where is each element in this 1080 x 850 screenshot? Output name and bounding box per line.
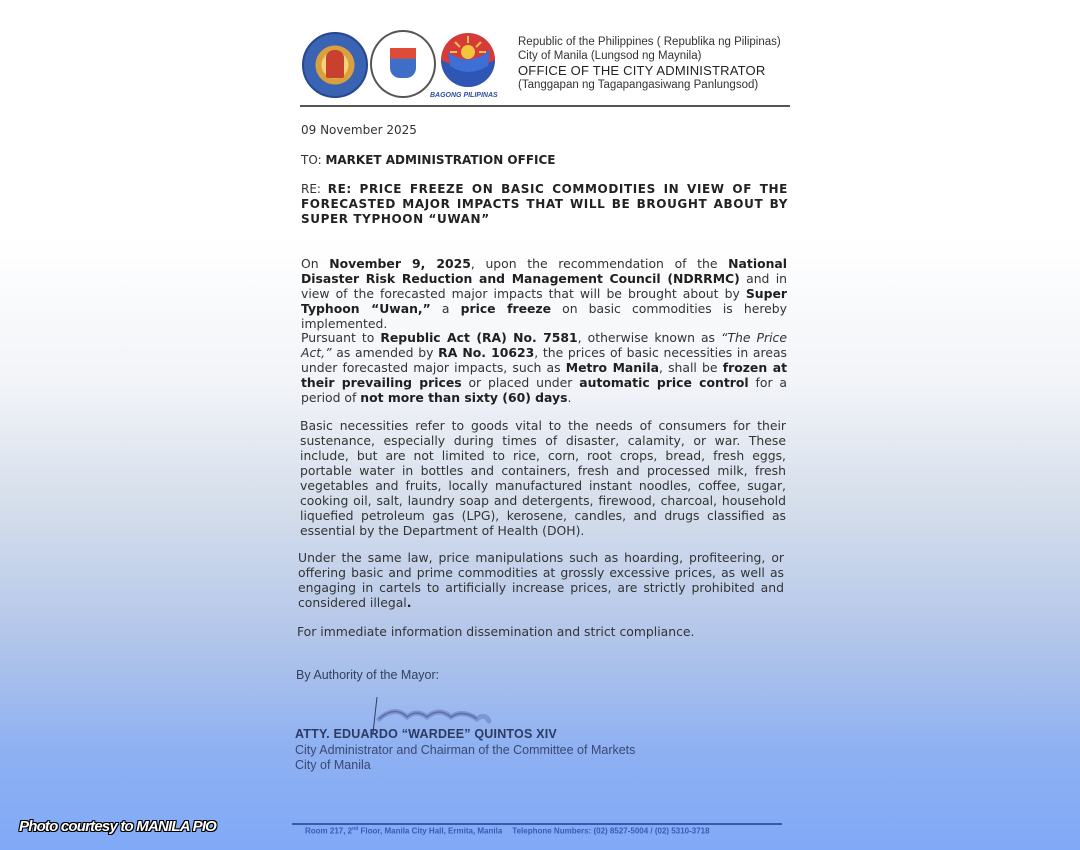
photo-credit: Photo courtesy to MANILA PIO xyxy=(19,818,217,835)
p2-bold-price-control: automatic price control xyxy=(579,375,749,390)
footer-address: Floor, Manila City Hall, Ermita, Manila xyxy=(358,826,503,836)
p2-text: as amended by xyxy=(331,345,439,360)
letterhead-city: City of Manila (Lungsod ng Maynila) xyxy=(518,50,702,62)
memo-re-value: RE: PRICE FREEZE ON BASIC COMMODITIES IN VIEW OF THE FORECASTED MAJOR IMPACTS THAT WILL BE BROUGHT ABOUT BY SUPER TYPHOON “UWAN” xyxy=(301,182,788,226)
p2-text: , shall be xyxy=(658,360,723,375)
p1-bold-date: November 9, 2025 xyxy=(329,256,471,271)
p1-text: and in view of the forecasted major impacts that will be brought about by xyxy=(301,271,788,301)
p1-text: , upon the recommendation of the xyxy=(470,256,729,271)
authority-line: By Authority of the Mayor: xyxy=(296,668,440,682)
signatory-name: ATTY. EDUARDO “WARDEE” QUINTOS XIV xyxy=(295,727,557,741)
letterhead-office-tagalog: (Tanggapan ng Tagapangasiwang Panlungsod) xyxy=(518,79,759,91)
footer-address: Room 217, 2 xyxy=(305,826,353,836)
p1-bold-price-freeze: price freeze xyxy=(460,301,551,316)
p1-text: On xyxy=(301,256,330,271)
p2-text: for a period of xyxy=(301,375,787,405)
p2-text: . xyxy=(567,390,572,405)
p1-text: on basic commodities is hereby implemented. xyxy=(301,301,787,331)
footer-phones: Telephone Numbers: (02) 8527-5004 / (02) 5310-3718 xyxy=(512,826,710,836)
p1-text: a xyxy=(430,301,461,316)
p1-bold-ndrrmc: National Disaster Risk Reduction and Management Council (NDRRMC) xyxy=(301,256,788,286)
p2-bold-frozen: frozen at their prevailing prices xyxy=(301,360,787,390)
paragraph-3: Basic necessities refer to goods vital to the needs of consumers for their sustenance, especially during times of disaster, calamity, or war. These include, but are not limited to rice, corn, root crops, bread, fresh eggs, portable water in bottles and containers, fresh and processed milk, fresh vegetables and fruits, locally manufactured instant noodles, coffee, sugar, cooking oil, salt, laundry soap and detergents, firewood, charcoal, household liquefied petroleum gas (LPG), kerosene, candles, and drugs classified as essential by the Department of Health (DOH). xyxy=(300,418,786,538)
memo-to-label: TO: xyxy=(301,153,322,167)
memo-to-value: MARKET ADMINISTRATION OFFICE xyxy=(325,153,556,167)
paragraph-2 xyxy=(301,330,787,405)
letterhead-text xyxy=(518,35,781,92)
p2-text: , the prices of basic necessities in areas under forecasted major impacts, such as xyxy=(301,345,787,375)
p1-bold-typhoon: Super Typhoon “Uwan,” xyxy=(301,286,787,316)
p2-text: or placed under xyxy=(461,375,580,390)
p2-bold-sixty-days: not more than sixty (60) days xyxy=(360,390,568,405)
p4-text: Under the same law, price manipulations such as hoarding, profiteering, or offering basic and prime commodities at grossly excessive prices, as well as engaging in cartels to artificially increase prices, are strictly prohibited and considered illegal xyxy=(298,550,784,610)
footer-contact xyxy=(305,826,710,836)
memo-to xyxy=(301,153,556,167)
p4-period: . xyxy=(406,595,412,610)
p2-text: , otherwise known as xyxy=(577,330,722,345)
p2-bold-ra-7581: Republic Act (RA) No. 7581 xyxy=(380,330,578,345)
header-divider xyxy=(300,105,790,107)
memo-date: 09 November 2025 xyxy=(301,123,417,137)
bagong-pilipinas-logo-icon xyxy=(438,30,498,90)
p2-text: Pursuant to xyxy=(301,330,381,345)
signatory-city: City of Manila xyxy=(295,758,371,772)
memo-re-label: RE: xyxy=(301,182,321,196)
signatory-title: City Administrator and Chairman of the Committee of Markets xyxy=(295,743,636,757)
memo-subject xyxy=(301,182,788,227)
footer-address-sup: nd xyxy=(352,826,359,832)
letterhead-office: OFFICE OF THE CITY ADMINISTRATOR xyxy=(518,63,766,78)
p2-bold-metro-manila: Metro Manila xyxy=(565,360,659,375)
paragraph-5: For immediate information dissemination and strict compliance. xyxy=(297,624,695,639)
city-administrator-seal-icon xyxy=(302,32,368,98)
p2-italic-price-act: “The Price Act,” xyxy=(301,330,787,360)
letterhead-logos xyxy=(300,30,500,102)
bagong-pilipinas-label: BAGONG PILIPINAS xyxy=(430,92,498,99)
paragraph-1 xyxy=(301,256,787,331)
paragraph-4 xyxy=(298,550,784,610)
footer-divider xyxy=(292,823,782,825)
p2-bold-ra-10623: RA No. 10623 xyxy=(438,345,535,360)
letterhead-republic: Republic of the Philippines ( Republika ng Pilipinas) xyxy=(518,36,781,48)
manila-city-seal-icon xyxy=(370,30,436,98)
